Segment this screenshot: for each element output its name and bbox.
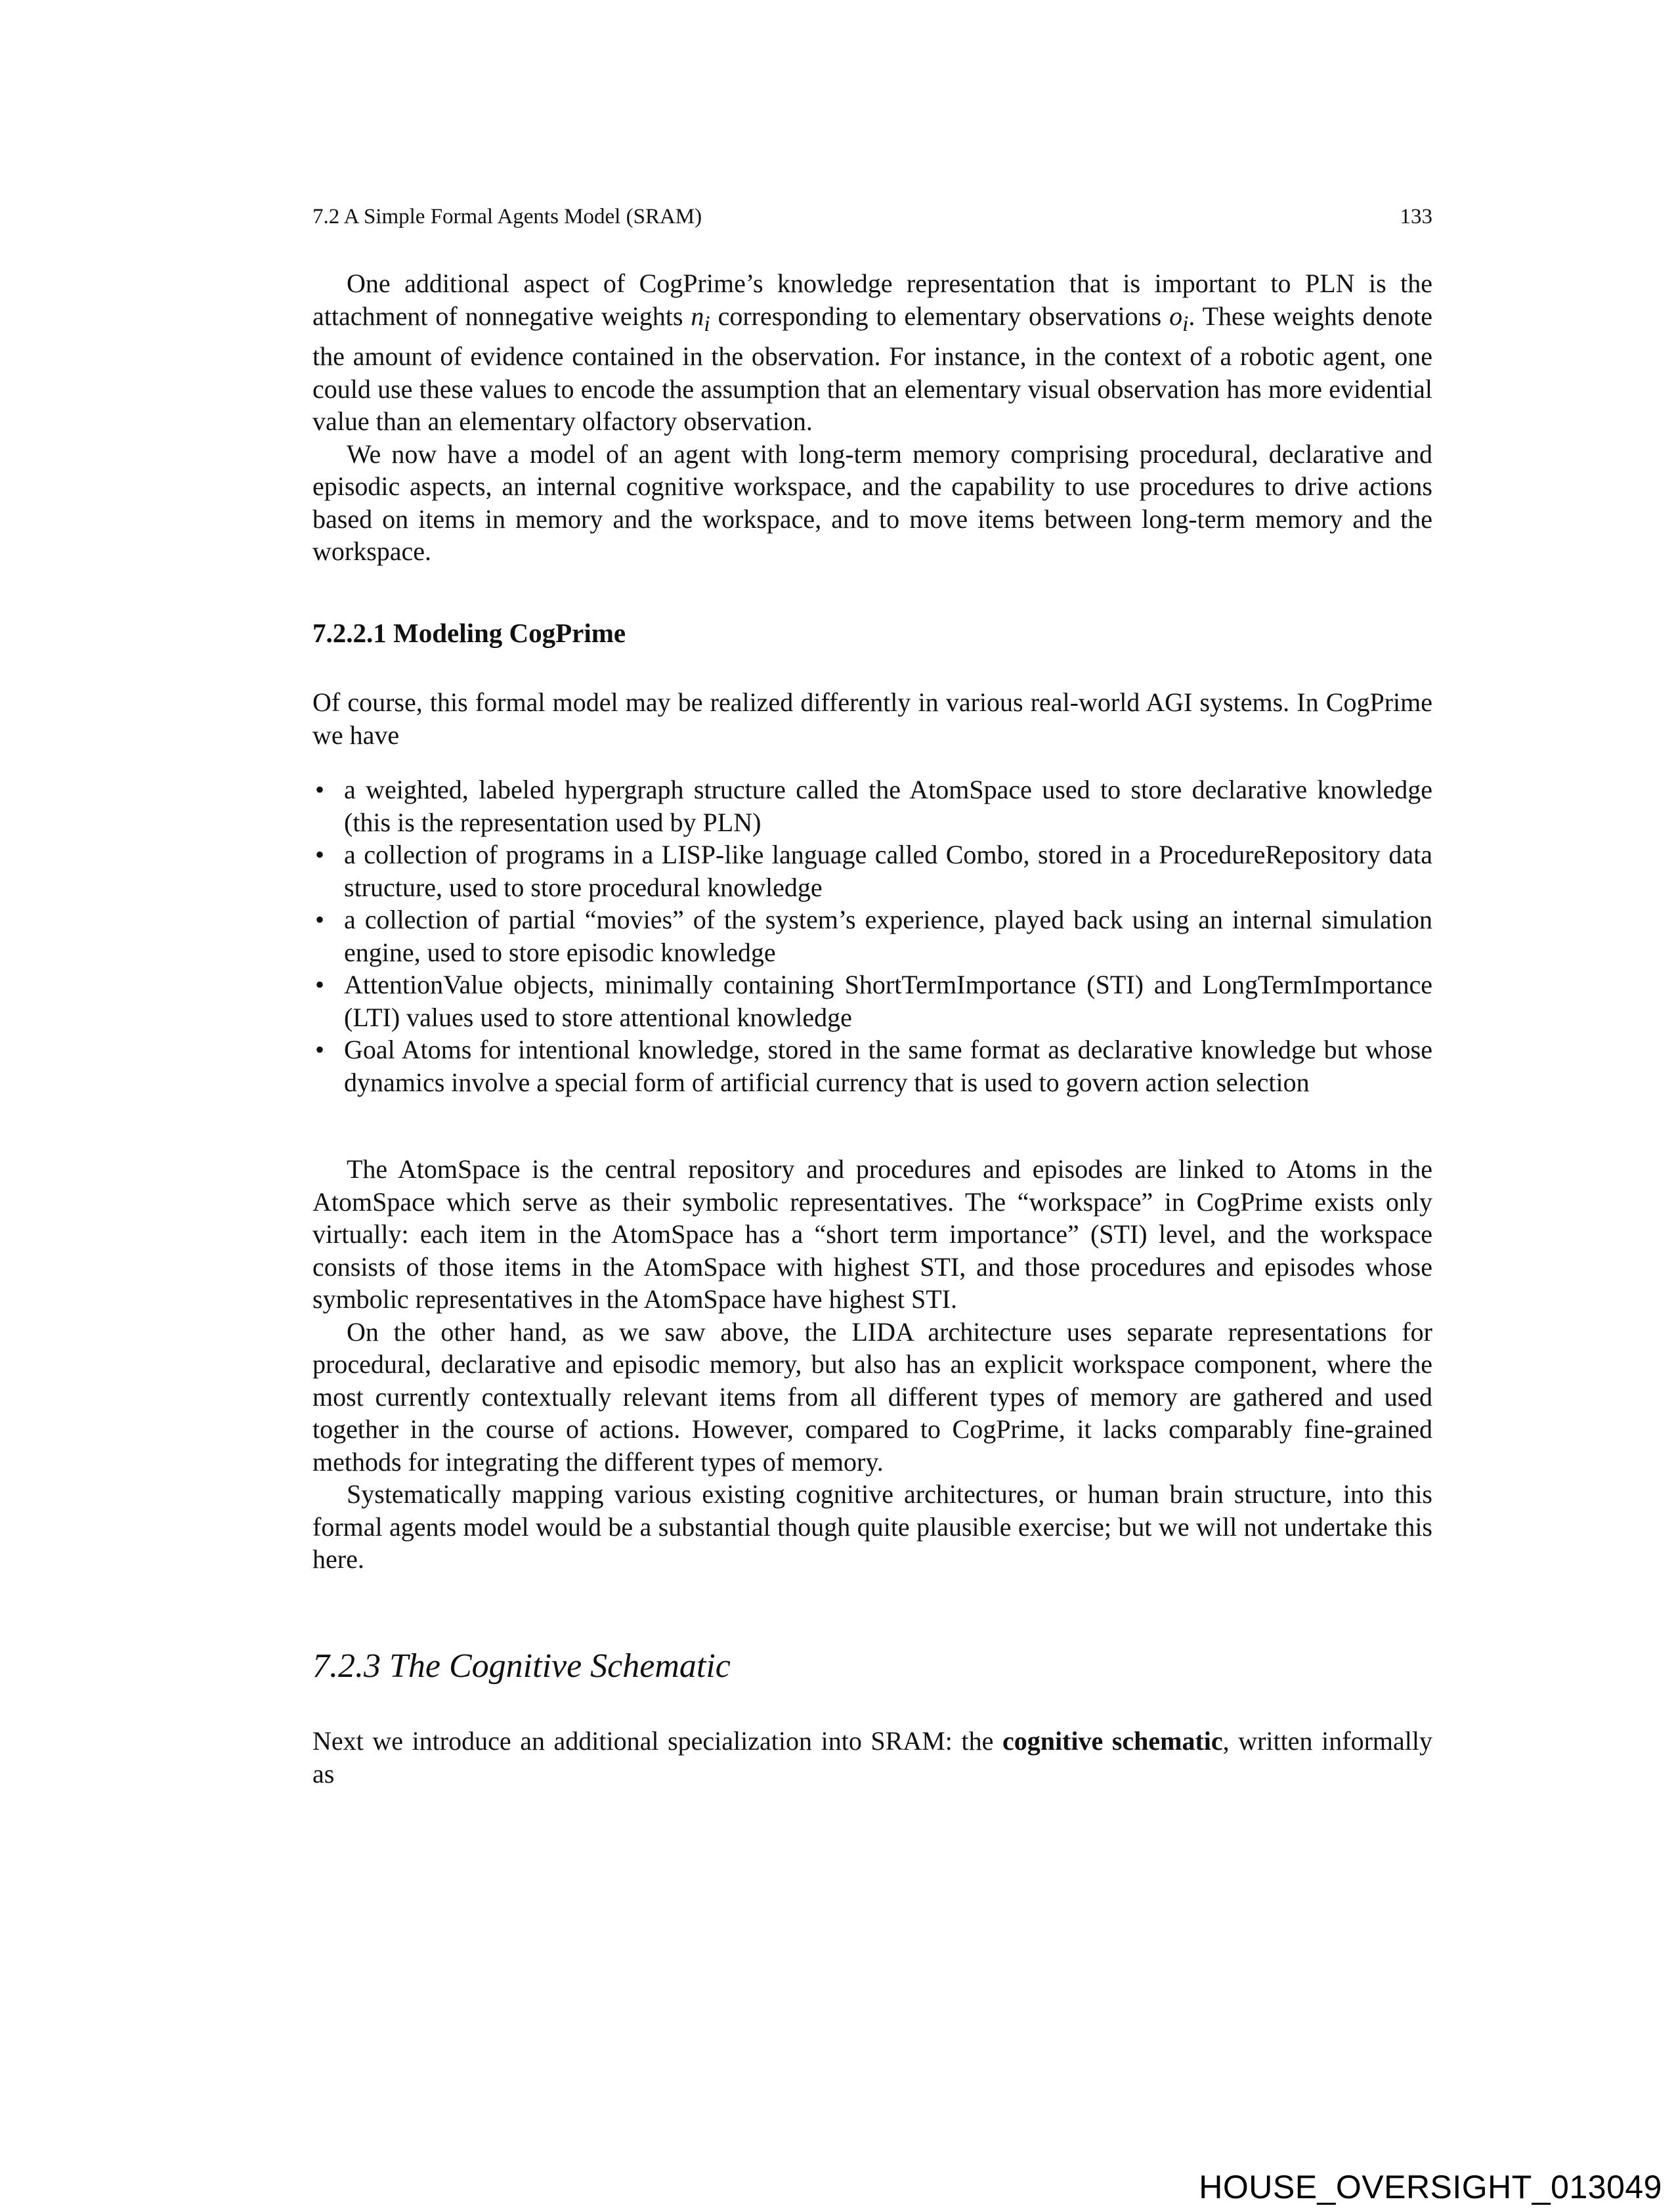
bullet-icon: • (315, 775, 325, 804)
section-heading: 7.2.3 The Cognitive Schematic (312, 1647, 731, 1685)
paragraph-agent-model: We now have a model of an agent with long-term memory comprising procedural, declarative and episodic aspects, an internal cognitive workspace, and the capability to use procedures to drive actions based on items in memory and the workspace, and to move items between long-term memory and the workspace. (312, 439, 1432, 566)
paragraph-lida: On the other hand, as we saw above, the LIDA architecture uses separate representations for procedural, declarative and episodic memory, but also has an explicit workspace component, where the most currently contextually relevant items from all different types of memory are gathered and used together in the course of actions. However, compared to CogPrime, it lacks comparably fine-grained methods for integrating the different types of memory. (312, 1316, 1432, 1477)
paragraph-lead: Of course, this formal model may be realized differently in various real-world AGI systems. In CogPrime we have (312, 687, 1432, 750)
math-o-i: $o_i$ (1169, 301, 1189, 336)
bullet-icon: • (315, 840, 325, 869)
list-item: • a collection of programs in a LISP-like language called Combo, stored in a ProcedureRepository data structure, used to store procedural knowledge (315, 840, 1432, 902)
paragraph-mapping: Systematically mapping various existing cognitive architectures, or human brain structure, into this formal agents model would be a substantial though quite plausible exercise; but we will not undertake this here. (312, 1479, 1432, 1574)
subsection-heading: 7.2.2.1 Modeling CogPrime (312, 618, 626, 648)
bullet-list (312, 773, 1432, 1098)
subsection-lead (312, 686, 1432, 751)
list-item: • a weighted, labeled hypergraph structure called the AtomSpace used to store declarative knowledge (this is the representation used by PLN) (315, 775, 1432, 837)
section-lead (312, 1725, 1432, 1790)
bullet-icon: • (315, 1035, 325, 1064)
running-head-title: 7.2 A Simple Formal Agents Model (SRAM) (312, 205, 702, 228)
paragraph-cognitive-schematic: Next we introduce an additional specialization into SRAM: the cognitive schematic, written informally as (312, 1726, 1432, 1789)
bullet-icon: • (315, 970, 325, 999)
intro-section (312, 267, 1432, 568)
term-cognitive-schematic: cognitive schematic (1002, 1726, 1223, 1756)
bates-stamp: HOUSE_OVERSIGHT_013049 (1199, 2169, 1662, 2205)
list-item: • a collection of partial “movies” of the system’s experience, played back using an internal simulation engine, used to store episodic knowledge (315, 905, 1432, 967)
subsection-body (312, 1153, 1432, 1576)
list-item: • Goal Atoms for intentional knowledge, stored in the same format as declarative knowledge but whose dynamics involve a special form of artificial currency that is used to govern action selection (315, 1035, 1432, 1097)
list-item: • AttentionValue objects, minimally containing ShortTermImportance (STI) and LongTermImportance (LTI) values used to store attentional knowledge (315, 970, 1432, 1032)
bullet-icon: • (315, 905, 325, 934)
page-number: 133 (1400, 205, 1432, 228)
math-n-i: $n_i$ (691, 301, 710, 336)
paragraph-atomspace: The AtomSpace is the central repository and procedures and episodes are linked to Atoms in the AtomSpace which serve as their symbolic representatives. The “workspace” in CogPrime exists only virtually: each item in the AtomSpace has a “short term importance” (STI) level, and the workspace consists of those items in the AtomSpace with highest STI, and those procedures and episodes whose symbolic representatives in the AtomSpace have highest STI. (312, 1154, 1432, 1314)
running-head (312, 205, 1432, 229)
paragraph-weights: One additional aspect of CogPrime’s knowledge representation that is important to PLN is the attachment of nonnegative weights $n_i$ corresponding to elementary observations $o_i$. These weights denote the amount of evidence contained in the observation. For instance, in the context of a robotic agent, one could use these values to encode the assumption that an elementary visual observation has more evidential value than an elementary olfactory observation. (312, 269, 1433, 436)
